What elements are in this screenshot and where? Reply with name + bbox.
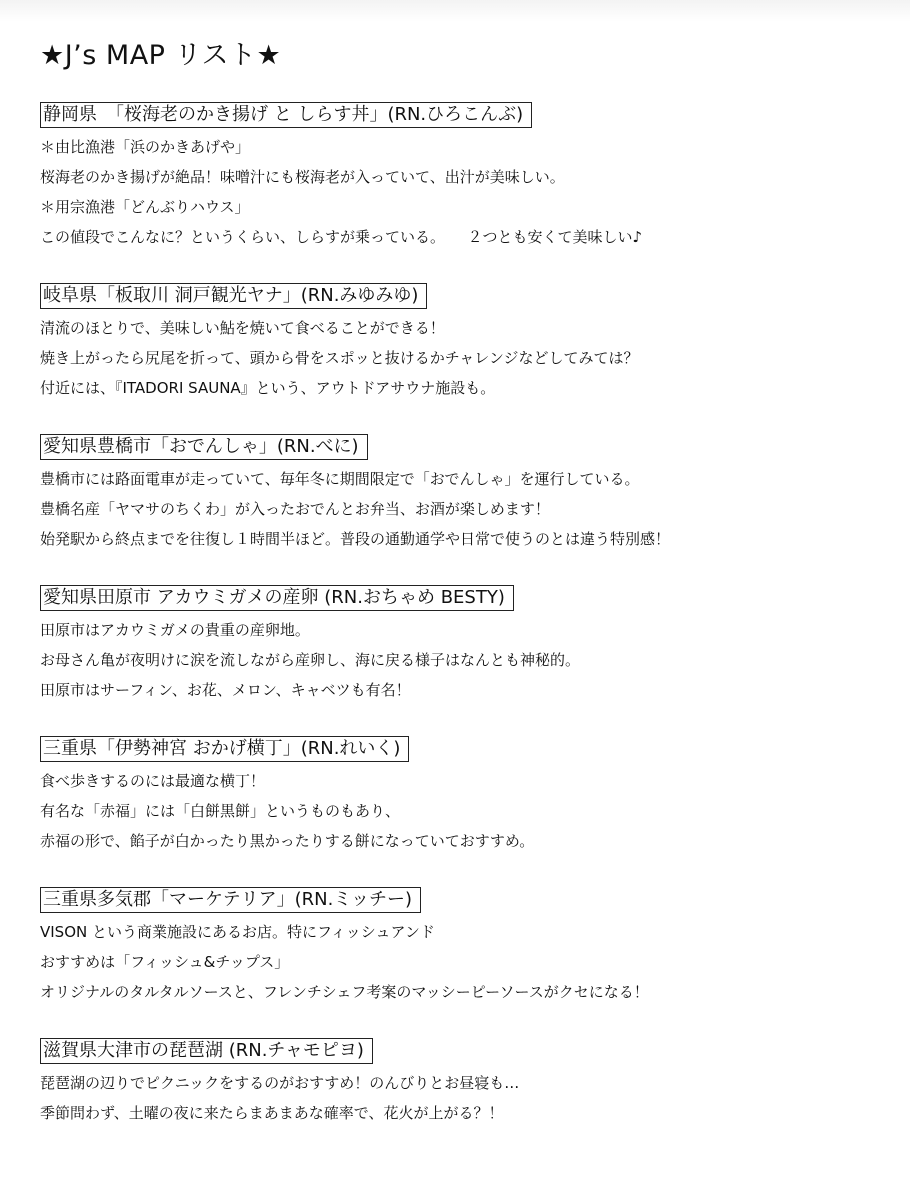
section-line: 始発駅から終点までを往復し１時間半ほど。普段の通勤通学や日常で使うのとは違う特別感！ (40, 530, 671, 548)
section-line: オリジナルのタルタルソースと、フレンチシェフ考案のマッシーピーソースがクセになる！ (40, 983, 649, 1001)
section-tahara (40, 585, 900, 705)
section-line: 焼き上がったら尻尾を折って、頭から骨をスポッと抜けるかチャレンジなどしてみては？ (40, 349, 639, 367)
section-line: お母さん亀が夜明けに涙を流しながら産卵し、海に戻る様子はなんとも神秘的。 (40, 651, 581, 669)
section-line: 清流のほとりで、美味しい鮎を焼いて食べることができる！ (40, 319, 445, 337)
section-line: 季節問わず、土曜の夜に来たらまあまあな確率で、花火が上がる？！ (40, 1104, 504, 1122)
section-line: おすすめは「フィッシュ&チップス」 (40, 953, 290, 971)
section-heading: 三重県「伊勢神宮 おかげ横丁」(RN.れいく) (40, 736, 409, 762)
section-toyohashi (40, 434, 900, 554)
section-line: ＊用宗漁港「どんぶりハウス」 (40, 198, 250, 216)
section-line: 田原市はサーフィン、お花、メロン、キャベツも有名！ (40, 681, 411, 699)
section-biwako (40, 1038, 900, 1128)
section-heading: 静岡県 「桜海老のかき揚げ と しらす丼」(RN.ひろこんぶ) (40, 102, 532, 128)
section-line: 赤福の形で、餡子が白かったり黒かったりする餅になっていておすすめ。 (40, 832, 535, 850)
section-line: 桜海老のかき揚げが絶品！味噌汁にも桜海老が入っていて、出汁が美味しい。 (40, 168, 565, 186)
section-gifu (40, 283, 900, 403)
document-page (40, 36, 900, 1128)
section-ise (40, 736, 900, 856)
section-taki (40, 887, 900, 1007)
section-line: 食べ歩きするのには最適な横丁！ (40, 772, 266, 790)
section-heading: 愛知県田原市 アカウミガメの産卵 (RN.おちゃめ BESTY) (40, 585, 514, 611)
section-line: 有名な「赤福」には「白餅黒餅」というものもあり、 (40, 802, 401, 820)
section-line: 付近には、『ITADORI SAUNA』という、アウトドアサウナ施設も。 (40, 379, 496, 397)
section-heading: 愛知県豊橋市「おでんしゃ」(RN.べに) (40, 434, 368, 460)
section-line: 琵琶湖の辺りでピクニックをするのがおすすめ！のんびりとお昼寝も… (40, 1074, 520, 1092)
section-line: 田原市はアカウミガメの貴重の産卵地。 (40, 621, 310, 639)
page-title: ★J’s MAP リスト★ (40, 40, 282, 71)
section-heading: 三重県多気郡「マーケテリア」(RN.ミッチー) (40, 887, 421, 913)
section-line: 豊橋名産「ヤマサのちくわ」が入ったおでんとお弁当、お酒が楽しめます！ (40, 500, 550, 518)
section-line: 豊橋市には路面電車が走っていて、毎年冬に期間限定で「おでんしゃ」を運行している。 (40, 470, 640, 488)
section-heading: 滋賀県大津市の琵琶湖 (RN.チャモピヨ) (40, 1038, 373, 1064)
section-heading: 岐阜県「板取川 洞戸観光ヤナ」(RN.みゆみゆ) (40, 283, 427, 309)
section-shizuoka (40, 102, 900, 252)
top-edge-shade (0, 0, 910, 22)
section-line: VISON という商業施設にあるお店。特にフィッシュアンド (40, 923, 435, 941)
section-line: ＊由比漁港「浜のかきあげや」 (40, 138, 251, 156)
section-line: この値段でこんなに？というくらい、しらすが乗っている。 ２つとも安くて美味しい♪ (40, 228, 643, 246)
